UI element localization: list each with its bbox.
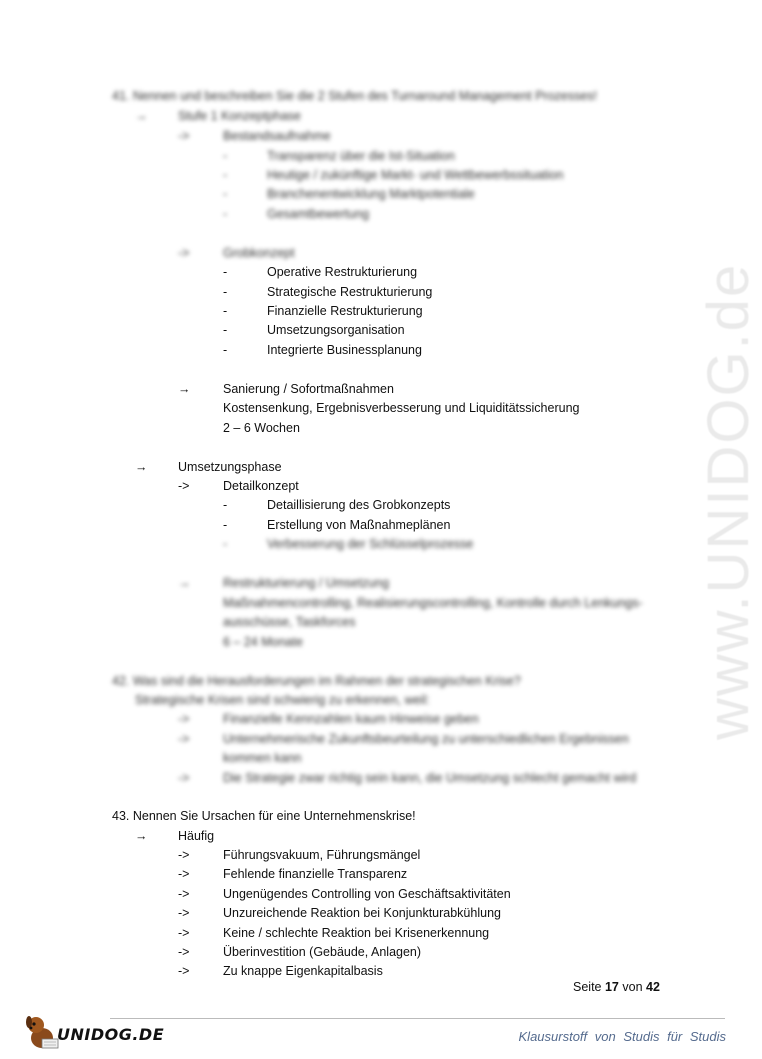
footer-tagline: Klausurstoff von Studis für Studis [518, 1029, 726, 1044]
list-item: Fehlende finanzielle Transparenz [223, 867, 408, 881]
small-arrow-icon: -> [178, 926, 190, 940]
list-item: Erstellung von Maßnahmeplänen [267, 518, 451, 532]
arrow-icon: → [135, 460, 148, 474]
small-arrow-icon: -> [178, 848, 190, 862]
list-item: Umsetzungsorganisation [267, 323, 405, 337]
watermark: www.UNIDOG.de [696, 262, 761, 740]
restrukturierung-description-cont: ausschüsse, Taskforces [223, 615, 356, 629]
arrow-icon: → [135, 829, 148, 843]
page-total: 42 [646, 980, 660, 994]
list-item: Zu knappe Eigenkapitalbasis [223, 964, 383, 978]
small-arrow-icon: -> [178, 246, 190, 260]
page-prefix: Seite [573, 980, 602, 994]
list-item: Unzureichende Reaktion bei Konjunkturabkühlung [223, 906, 501, 920]
restrukturierung-duration: 6 – 24 Monate [223, 635, 303, 649]
dash-icon: - [223, 149, 228, 163]
dash-icon: - [223, 265, 228, 279]
umsetzungsphase-label: Umsetzungsphase [178, 460, 282, 474]
sanierung-description: Kostensenkung, Ergebnisverbesserung und Liquiditätssicherung [223, 401, 580, 415]
dash-icon: - [223, 187, 228, 201]
sanierung-duration: 2 – 6 Wochen [223, 421, 300, 435]
footer-divider [110, 1018, 725, 1019]
dash-icon: - [223, 537, 228, 551]
dash-icon: - [223, 343, 228, 357]
small-arrow-icon: -> [178, 712, 190, 726]
small-arrow-icon: -> [178, 964, 190, 978]
arrow-icon: → [178, 382, 191, 396]
bestandsaufnahme-label: Bestandsaufnahme [223, 129, 331, 143]
small-arrow-icon: -> [178, 479, 190, 493]
detailkonzept-label: Detailkonzept [223, 479, 299, 493]
dash-icon: - [223, 518, 228, 532]
restrukturierung-description: Maßnahmencontrolling, Realisierungscontrolling, Kontrolle durch Lenkungs- [223, 596, 643, 610]
list-item: Verbesserung der Schlüsselprozesse [267, 537, 474, 551]
haeufig-label: Häufig [178, 829, 215, 843]
question-42-header: 42. Was sind die Herausforderungen im Rahmen der strategischen Krise? [112, 674, 521, 688]
arrow-icon: → [178, 576, 191, 590]
dash-icon: - [223, 498, 228, 512]
sanierung-label: Sanierung / Sofortmaßnahmen [223, 382, 394, 396]
small-arrow-icon: -> [178, 771, 190, 785]
list-item: Finanzielle Kennzahlen kaum Hinweise geben [223, 712, 479, 726]
small-arrow-icon: -> [178, 906, 190, 920]
dash-icon: - [223, 285, 228, 299]
list-item: Detaillisierung des Grobkonzepts [267, 498, 451, 512]
question-41-header: 41. Nennen und beschreiben Sie die 2 Stufen des Turnaround Management Prozesses! [112, 89, 598, 103]
list-item: Finanzielle Restrukturierung [267, 304, 423, 318]
arrow-icon: → [135, 109, 148, 123]
small-arrow-icon: -> [178, 945, 190, 959]
list-item: Unternehmerische Zukunftsbeurteilung zu unterschiedlichen Ergebnissen [223, 732, 629, 746]
dash-icon: - [223, 323, 228, 337]
page-middle: von [622, 980, 643, 994]
list-item: Gesamtbewertung [267, 207, 370, 221]
small-arrow-icon: -> [178, 867, 190, 881]
list-item: Keine / schlechte Reaktion bei Krisenerkennung [223, 926, 490, 940]
page-current: 17 [604, 980, 619, 994]
dash-icon: - [223, 207, 228, 221]
list-item: Operative Restrukturierung [267, 265, 418, 279]
list-item: Transparenz über die Ist-Situation [267, 149, 455, 163]
list-item: Ungenügendes Controlling von Geschäftsaktivitäten [223, 887, 511, 901]
list-item: Strategische Restrukturierung [267, 285, 433, 299]
question-43-header: 43. Nennen Sie Ursachen für eine Unternehmenskrise! [112, 809, 416, 823]
question-42-intro: Strategische Krisen sind schwierig zu erkennen, weil: [135, 693, 430, 707]
logo-text: UNIDOG.DE [57, 1025, 165, 1044]
dash-icon: - [223, 304, 228, 318]
small-arrow-icon: -> [178, 887, 190, 901]
page-number [573, 980, 660, 994]
restrukturierung-label: Restrukturierung / Umsetzung [223, 576, 390, 590]
dog-mascot-icon [22, 1012, 62, 1052]
list-item-cont: kommen kann [223, 751, 302, 765]
stufe-1-label: Stufe 1 Konzeptphase [178, 109, 302, 123]
list-item: Branchenentwicklung Marktpotentiale [267, 187, 475, 201]
small-arrow-icon: -> [178, 129, 190, 143]
list-item: Heutige / zukünftige Markt- und Wettbewerbssituation [267, 168, 564, 182]
dash-icon: - [223, 168, 228, 182]
list-item: Integrierte Businessplanung [267, 343, 422, 357]
list-item: Führungsvakuum, Führungsmängel [223, 848, 421, 862]
grobkonzept-label: Grobkonzept [223, 246, 295, 260]
list-item: Überinvestition (Gebäude, Anlagen) [223, 945, 422, 959]
small-arrow-icon: -> [178, 732, 190, 746]
list-item: Die Strategie zwar richtig sein kann, die Umsetzung schlecht gemacht wird [223, 771, 637, 785]
